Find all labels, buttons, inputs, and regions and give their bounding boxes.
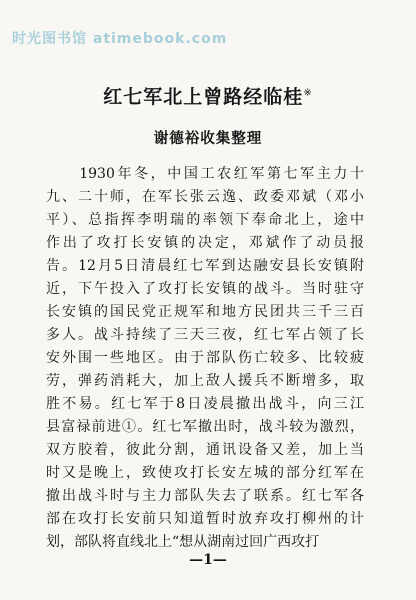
text-line: 撤出战斗时与主力部队失去了联系。红七军各 — [46, 488, 364, 504]
text-line: 近，下午投入了攻打长安镇的战斗。当时驻守 — [46, 281, 364, 297]
text-line: 双方胶着，彼此分割，通讯设备又差，加上当 — [46, 442, 364, 458]
text-line: 胜不易。红七军于8日凌晨撤出战斗，向三江 — [46, 396, 364, 412]
watermark: 时光图书馆 atimebook.com — [12, 31, 228, 47]
compiler-byline: 谢德裕收集整理 — [153, 131, 263, 147]
body-text — [46, 163, 364, 554]
text-line: 九、二十师，在军长张云逸、政委邓斌（邓小 — [46, 189, 364, 205]
page-number: —1— — [189, 552, 227, 568]
text-line: 县富禄前进①。红七军撤出时，战斗较为激烈， — [46, 419, 364, 435]
title-footnote-mark: ※ — [303, 87, 313, 99]
text-line: 多人。战斗持续了三天三夜，红七军占领了长 — [46, 327, 364, 343]
text-line: 长安镇的国民党正规军和地方民团共三千三百 — [46, 304, 364, 320]
text-line: 平）、总指挥李明瑞的率领下奉命北上，途中 — [46, 212, 364, 228]
text-line: 告。12月5日清晨红七军到达融安县长安镇附 — [46, 258, 364, 274]
text-line: 划，部队将直线北上“想从湖南过回广西攻打 — [46, 534, 320, 550]
text-line: 劳，弹药消耗大，加上敌人援兵不断增多，取 — [46, 373, 364, 389]
text-line: 作出了攻打长安镇的决定，邓斌作了动员报 — [46, 235, 364, 251]
title-text: 红七军北上曾路经临桂 — [103, 86, 304, 108]
text-line: 1930年冬，中国工农红军第七军主力十 — [46, 166, 364, 182]
text-line: 安外围一些地区。由于部队伤亡较多、比较疲 — [46, 350, 364, 366]
text-line: 部在攻打长安前只知道暂时放弃攻打柳州的计 — [46, 511, 364, 527]
text-line: 时又是晚上，致使攻打长安左城的部分红军在 — [46, 465, 364, 481]
article-title — [0, 82, 416, 109]
